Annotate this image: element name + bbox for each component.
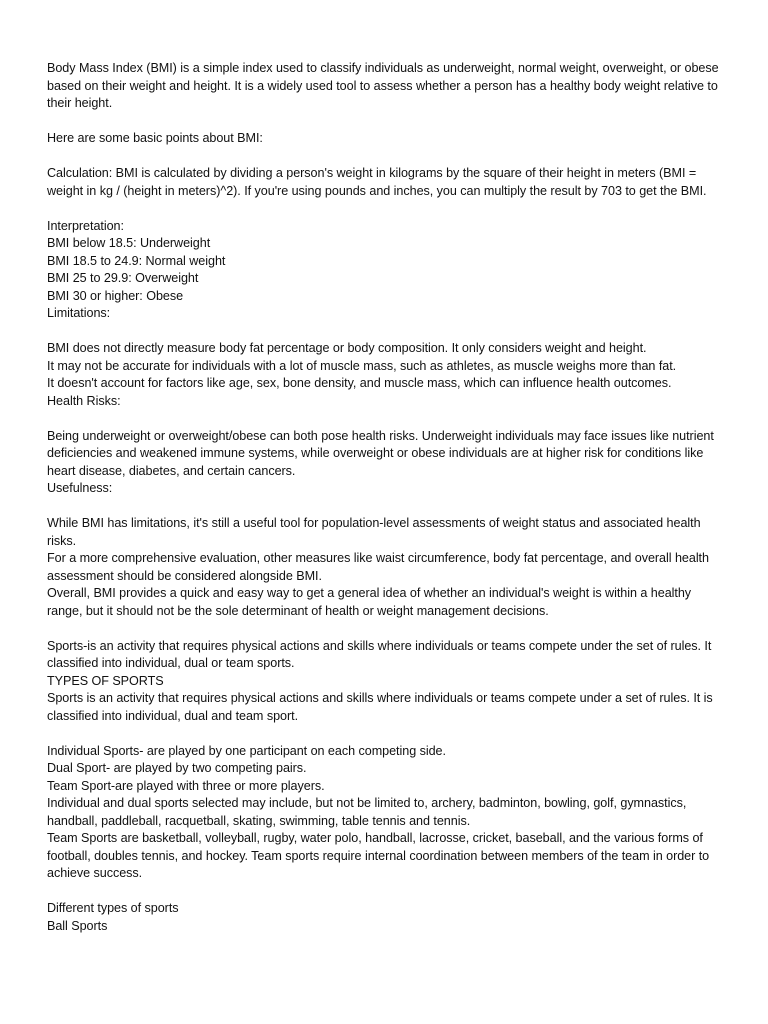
blank-line xyxy=(47,498,727,516)
usefulness-item: Overall, BMI provides a quick and easy way to get a general idea of whether an individual's weight is within a healthy range, but it should not be the sole determinant of health or weight management decisions. xyxy=(47,586,692,618)
sport-type-item: Dual Sport- are played by two competing pairs. xyxy=(47,761,307,775)
blank-line xyxy=(47,620,727,638)
interpretation-item: BMI below 18.5: Underweight xyxy=(47,236,211,250)
blank-line xyxy=(47,113,727,131)
sport-type-item: Team Sport-are played with three or more players. xyxy=(47,778,325,793)
interpretation-item: BMI 18.5 to 24.9: Normal weight xyxy=(47,253,226,268)
blank-line xyxy=(47,148,727,166)
health-risks-paragraph: Being underweight or overweight/obese can both pose health risks. Underweight individuals may face issues like nutrient deficiencies and weakened immune systems, while overweight or obese individuals are at higher risk for conditions like heart disease, diabetes, and certain cancers. xyxy=(47,428,714,478)
blank-line xyxy=(47,725,727,743)
usefulness-item: For a more comprehensive evaluation, other measures like waist circumference, body fat percentage, and overall health assessment should be considered alongside BMI. xyxy=(47,551,709,583)
ball-sports-heading: Ball Sports xyxy=(47,918,108,933)
document-page xyxy=(47,60,727,935)
sports-definition-paragraph: Sports-is an activity that requires physical actions and skills where individuals or teams compete under the set of rules. It classified into individual, dual or team sports. xyxy=(47,638,712,670)
types-definition-paragraph: Sports is an activity that requires physical actions and skills where individuals or teams compete under a set of rules. It is classified into individual, dual and team sport. xyxy=(47,691,713,723)
limitation-item: It may not be accurate for individuals with a lot of muscle mass, such as athletes, as muscle weighs more than fat. xyxy=(47,358,677,373)
bmi-intro-paragraph: Body Mass Index (BMI) is a simple index used to classify individuals as underweight, normal weight, overweight, or obese based on their weight and height. It is a widely used tool to assess whether a person has a healthy body weight relative to their height. xyxy=(47,61,719,110)
blank-line xyxy=(47,410,727,428)
interpretation-heading: Interpretation: xyxy=(47,218,124,233)
usefulness-item: While BMI has limitations, it's still a useful tool for population-level assessments of weight status and associated health risks. xyxy=(47,516,701,548)
calculation-paragraph: Calculation: BMI is calculated by dividing a person's weight in kilograms by the square of their height in meters (BMI = weight in kg / (height in meters)^2). If you're using pounds and inches, you can multiply the result by 703 to get the BMI. xyxy=(47,166,707,198)
interpretation-item: BMI 25 to 29.9: Overweight xyxy=(47,271,199,285)
limitation-item: BMI does not directly measure body fat percentage or body composition. It only considers weight and height. xyxy=(47,341,647,355)
interpretation-item: BMI 30 or higher: Obese xyxy=(47,288,184,303)
sport-type-item: Individual Sports- are played by one participant on each competing side. xyxy=(47,743,446,758)
blank-line xyxy=(47,200,727,218)
blank-line xyxy=(47,323,727,341)
limitation-item: It doesn't account for factors like age, sex, bone density, and muscle mass, which can influence health outcomes. xyxy=(47,376,672,390)
basic-points-heading: Here are some basic points about BMI: xyxy=(47,131,263,145)
sport-type-item: Team Sports are basketball, volleyball, rugby, water polo, handball, lacrosse, cricket, baseball, and the various forms of football, doubles tennis, and hockey. Team sports require internal coordination between members of the team in order to achieve success. xyxy=(47,831,710,880)
limitations-heading: Limitations: xyxy=(47,306,111,320)
blank-line xyxy=(47,883,727,901)
types-of-sports-heading: TYPES OF SPORTS xyxy=(47,673,164,688)
different-types-heading: Different types of sports xyxy=(47,901,179,915)
health-risks-heading: Health Risks: xyxy=(47,393,121,408)
usefulness-heading: Usefulness: xyxy=(47,481,113,495)
sport-type-item: Individual and dual sports selected may include, but not be limited to, archery, badminton, bowling, golf, gymnastics, handball, paddleball, racquetball, skating, swimming, table tennis and tennis. xyxy=(47,796,687,828)
